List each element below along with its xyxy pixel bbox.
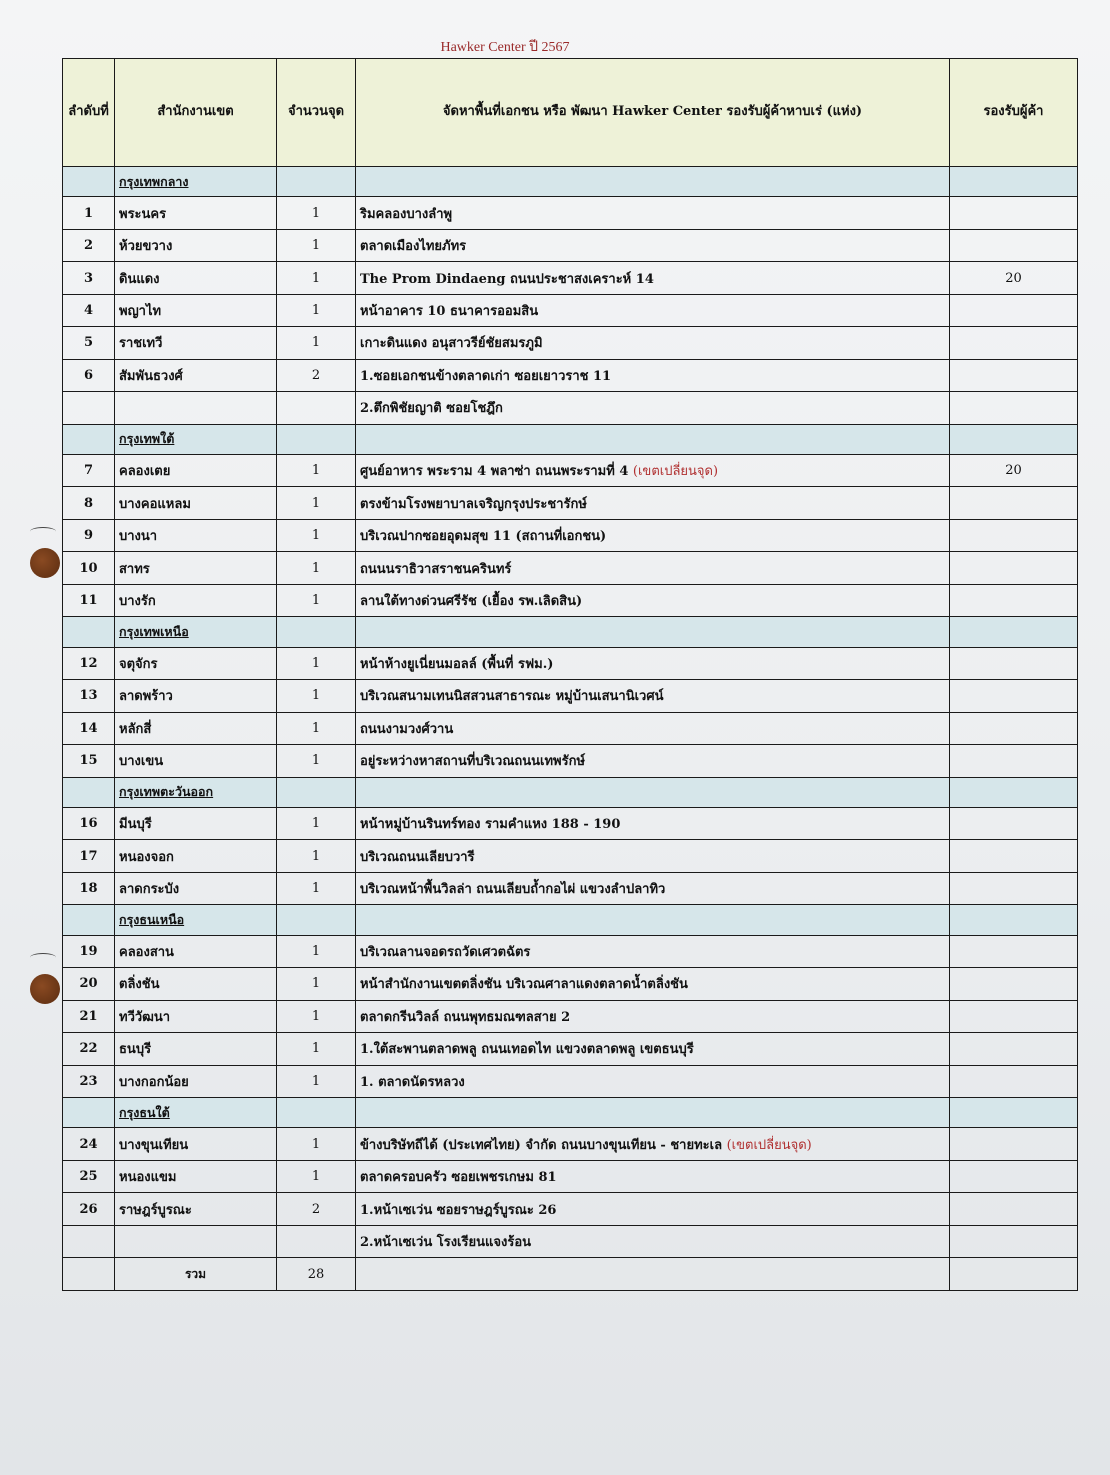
site-text: ตลาดเมืองไทยภัทร — [360, 239, 467, 255]
district-office: ตลิ่งชัน — [115, 968, 277, 1000]
site-description — [356, 935, 950, 967]
site-text: เกาะดินแดง อนุสาวรีย์ชัยสมรภูมิ — [360, 336, 543, 352]
section-cell — [950, 617, 1078, 647]
vendor-capacity — [950, 712, 1078, 744]
table-row — [63, 745, 1078, 777]
site-description — [356, 807, 950, 839]
vendor-capacity — [950, 745, 1078, 777]
section-cell — [950, 424, 1078, 454]
vendor-capacity: 20 — [950, 262, 1078, 294]
section-cell — [63, 777, 115, 807]
vendor-capacity — [950, 935, 1078, 967]
district-office: หนองแขม — [115, 1160, 277, 1192]
hawker-table — [62, 58, 1078, 1291]
section-cell — [63, 617, 115, 647]
total-row — [63, 1258, 1078, 1291]
section-cell — [950, 1097, 1078, 1127]
section-cell — [277, 905, 356, 935]
section-cell — [277, 424, 356, 454]
total-empty — [950, 1258, 1078, 1291]
district-office: บางเขน — [115, 745, 277, 777]
point-count: 1 — [277, 935, 356, 967]
site-text: ลานใต้ทางด่วนศรีรัช (เยื้อง รพ.เลิดสิน) — [360, 594, 583, 610]
site-description — [356, 327, 950, 359]
district-office: ดินแดง — [115, 262, 277, 294]
section-name: กรุงเทพตะวันออก — [115, 777, 277, 807]
site-description — [356, 968, 950, 1000]
table-row — [63, 647, 1078, 679]
point-count: 1 — [277, 455, 356, 487]
section-name: กรุงธนเหนือ — [115, 905, 277, 935]
section-row — [63, 167, 1078, 197]
site-description — [356, 840, 950, 872]
section-row — [63, 905, 1078, 935]
site-description — [356, 519, 950, 551]
page-title: Hawker Center ปี 2567 — [440, 40, 570, 55]
row-number: 8 — [63, 487, 115, 519]
section-cell — [63, 905, 115, 935]
site-description — [356, 1225, 950, 1257]
punch-hole — [30, 974, 60, 1004]
section-cell — [63, 167, 115, 197]
district-office: จตุจักร — [115, 647, 277, 679]
vendor-capacity — [950, 519, 1078, 551]
row-number: 26 — [63, 1193, 115, 1225]
section-cell — [63, 1097, 115, 1127]
site-description — [356, 1128, 950, 1160]
row-number: 23 — [63, 1065, 115, 1097]
point-count: 1 — [277, 872, 356, 904]
site-description — [356, 262, 950, 294]
vendor-capacity — [950, 1128, 1078, 1160]
point-count: 1 — [277, 519, 356, 551]
section-cell — [356, 1097, 950, 1127]
vendor-capacity — [950, 840, 1078, 872]
site-text: ริมคลองบางลำพู — [360, 206, 453, 222]
district-office: บางคอแหลม — [115, 487, 277, 519]
table-row — [63, 807, 1078, 839]
site-text: บริเวณถนนเลียบวารี — [360, 849, 475, 865]
point-count: 1 — [277, 552, 356, 584]
section-cell — [356, 167, 950, 197]
vendor-capacity — [950, 872, 1078, 904]
point-count: 1 — [277, 680, 356, 712]
table-row — [63, 197, 1078, 229]
site-text: บริเวณสนามเทนนิสสวนสาธารณะ หมู่บ้านเสนานิเวศน์ — [360, 689, 664, 705]
punch-hole — [30, 548, 60, 578]
site-text: 2.หน้าเซเว่น โรงเรียนแจงร้อน — [360, 1234, 532, 1250]
row-number: 20 — [63, 968, 115, 1000]
district-office: บางนา — [115, 519, 277, 551]
point-count: 1 — [277, 327, 356, 359]
point-count: 1 — [277, 584, 356, 616]
table-row — [63, 262, 1078, 294]
site-description — [356, 487, 950, 519]
table-row — [63, 1193, 1078, 1225]
site-description — [356, 745, 950, 777]
site-description — [356, 712, 950, 744]
vendor-capacity — [950, 680, 1078, 712]
district-office: ราชเทวี — [115, 327, 277, 359]
vendor-capacity — [950, 647, 1078, 679]
total-count: 28 — [277, 1258, 356, 1291]
table-row — [63, 935, 1078, 967]
table-row — [63, 1000, 1078, 1032]
vendor-capacity — [950, 392, 1078, 424]
row-number: 12 — [63, 647, 115, 679]
section-cell — [277, 167, 356, 197]
site-text: หน้าหมู่บ้านรินทร์ทอง รามคำแหง 188 - 190 — [360, 817, 621, 833]
site-text: หน้าสำนักงานเขตตลิ่งชัน บริเวณศาลาแดงตลาดน้ำตลิ่งชัน — [360, 977, 688, 993]
row-number: 7 — [63, 455, 115, 487]
district-office: ลาดพร้าว — [115, 680, 277, 712]
table-row — [63, 1160, 1078, 1192]
district-office: หลักสี่ — [115, 712, 277, 744]
section-cell — [356, 777, 950, 807]
table-row — [63, 455, 1078, 487]
vendor-capacity — [950, 1225, 1078, 1257]
site-text: ตลาดครอบครัว ซอยเพชรเกษม 81 — [360, 1170, 557, 1186]
row-number: 24 — [63, 1128, 115, 1160]
section-cell — [277, 617, 356, 647]
vendor-capacity — [950, 1000, 1078, 1032]
site-text: อยู่ระหว่างหาสถานที่บริเวณถนนเทพรักษ์ — [360, 754, 586, 770]
vendor-capacity — [950, 1033, 1078, 1065]
site-description — [356, 680, 950, 712]
table-row — [63, 1128, 1078, 1160]
table-row — [63, 680, 1078, 712]
row-number: 16 — [63, 807, 115, 839]
vendor-capacity — [950, 1160, 1078, 1192]
vendor-capacity — [950, 552, 1078, 584]
row-number: 15 — [63, 745, 115, 777]
site-description — [356, 294, 950, 326]
vendor-capacity — [950, 197, 1078, 229]
row-number: 13 — [63, 680, 115, 712]
row-number: 22 — [63, 1033, 115, 1065]
site-text: The Prom Dindaeng ถนนประชาสงเคราะห์ 14 — [360, 271, 654, 287]
section-cell — [950, 167, 1078, 197]
district-office: บางรัก — [115, 584, 277, 616]
site-text: หน้าห้างยูเนี่ยนมอลล์ (พื้นที่ รฟม.) — [360, 656, 554, 672]
row-number: 10 — [63, 552, 115, 584]
district-office: หนองจอก — [115, 840, 277, 872]
vendor-capacity — [950, 294, 1078, 326]
section-row — [63, 1097, 1078, 1127]
site-description — [356, 647, 950, 679]
point-count: 1 — [277, 807, 356, 839]
site-text: บริเวณลานจอดรถวัดเศวตฉัตร — [360, 944, 531, 960]
vendor-capacity — [950, 968, 1078, 1000]
row-number: 14 — [63, 712, 115, 744]
site-text: ศูนย์อาหาร พระราม 4 พลาซ่า ถนนพระรามที่ 4 — [360, 464, 629, 480]
point-count — [277, 392, 356, 424]
total-empty — [356, 1258, 950, 1291]
vendor-capacity — [950, 229, 1078, 261]
row-number: 5 — [63, 327, 115, 359]
point-count: 1 — [277, 1128, 356, 1160]
district-office: คลองสาน — [115, 935, 277, 967]
table-row — [63, 229, 1078, 261]
row-number: 17 — [63, 840, 115, 872]
district-office: มีนบุรี — [115, 807, 277, 839]
site-description — [356, 455, 950, 487]
table-row — [63, 392, 1078, 424]
table-row — [63, 552, 1078, 584]
site-text: 1. ตลาดนัดรหลวง — [360, 1074, 465, 1090]
table-row — [63, 294, 1078, 326]
district-office: ลาดกระบัง — [115, 872, 277, 904]
row-number: 25 — [63, 1160, 115, 1192]
table-row — [63, 359, 1078, 391]
row-number: 18 — [63, 872, 115, 904]
row-number: 9 — [63, 519, 115, 551]
section-name: กรุงเทพใต้ — [115, 424, 277, 454]
change-note: (เขตเปลี่ยนจุด) — [726, 1137, 812, 1153]
district-office — [115, 392, 277, 424]
point-count: 1 — [277, 647, 356, 679]
district-office: ธนบุรี — [115, 1033, 277, 1065]
district-office: ราษฎร์บูรณะ — [115, 1193, 277, 1225]
section-row — [63, 617, 1078, 647]
table-row — [63, 584, 1078, 616]
district-office: พญาไท — [115, 294, 277, 326]
section-cell — [950, 905, 1078, 935]
section-name: กรุงเทพเหนือ — [115, 617, 277, 647]
header-office: สำนักงานเขต — [115, 59, 277, 167]
vendor-capacity — [950, 1065, 1078, 1097]
point-count: 1 — [277, 1000, 356, 1032]
table-row — [63, 840, 1078, 872]
punch-mark — [30, 953, 56, 962]
point-count: 1 — [277, 745, 356, 777]
point-count: 1 — [277, 487, 356, 519]
site-description — [356, 392, 950, 424]
header-capacity: รองรับผู้ค้า — [950, 59, 1078, 167]
site-text: บริเวณปากซอยอุดมสุข 11 (สถานที่เอกชน) — [360, 529, 607, 545]
section-name: กรุงธนใต้ — [115, 1097, 277, 1127]
point-count: 1 — [277, 1065, 356, 1097]
row-number: 2 — [63, 229, 115, 261]
district-office: คลองเตย — [115, 455, 277, 487]
point-count: 1 — [277, 1160, 356, 1192]
row-number: 19 — [63, 935, 115, 967]
section-cell — [63, 424, 115, 454]
point-count: 2 — [277, 1193, 356, 1225]
point-count: 1 — [277, 197, 356, 229]
point-count: 1 — [277, 229, 356, 261]
site-text: 1.หน้าเซเว่น ซอยราษฎร์บูรณะ 26 — [360, 1202, 557, 1218]
point-count: 1 — [277, 840, 356, 872]
district-office: ห้วยขวาง — [115, 229, 277, 261]
section-cell — [356, 617, 950, 647]
punch-mark — [30, 527, 56, 536]
vendor-capacity — [950, 487, 1078, 519]
point-count: 2 — [277, 359, 356, 391]
row-number — [63, 392, 115, 424]
point-count: 1 — [277, 262, 356, 294]
vendor-capacity — [950, 327, 1078, 359]
site-text: ถนนงามวงศ์วาน — [360, 721, 454, 737]
site-description — [356, 584, 950, 616]
section-cell — [356, 424, 950, 454]
table-row — [63, 872, 1078, 904]
table-row — [63, 327, 1078, 359]
site-text: ตรงข้ามโรงพยาบาลเจริญกรุงประชารักษ์ — [360, 496, 587, 512]
site-description — [356, 1160, 950, 1192]
table-body — [63, 167, 1078, 1291]
table-row — [63, 1065, 1078, 1097]
section-cell — [277, 777, 356, 807]
vendor-capacity: 20 — [950, 455, 1078, 487]
vendor-capacity — [950, 359, 1078, 391]
point-count: 1 — [277, 712, 356, 744]
table-row — [63, 712, 1078, 744]
total-label: รวม — [115, 1258, 277, 1291]
site-text: ข้างบริษัทถีได้ (ประเทศไทย) จำกัด ถนนบางขุนเทียน - ชายทะเล — [360, 1137, 723, 1153]
site-description — [356, 197, 950, 229]
table-row — [63, 1033, 1078, 1065]
section-cell — [356, 905, 950, 935]
site-text: 1.ใต้สะพานตลาดพลู ถนนเทอดไท แขวงตลาดพลู เขตธนบุรี — [360, 1042, 694, 1058]
header-site: จัดหาพื้นที่เอกชน หรือ พัฒนา Hawker Center รองรับผู้ค้าหาบเร่ (แห่ง) — [356, 59, 950, 167]
district-office: บางขุนเทียน — [115, 1128, 277, 1160]
point-count: 1 — [277, 1033, 356, 1065]
point-count — [277, 1225, 356, 1257]
table-row — [63, 968, 1078, 1000]
district-office: ทวีวัฒนา — [115, 1000, 277, 1032]
site-description — [356, 1065, 950, 1097]
site-description — [356, 229, 950, 261]
header-count: จำนวนจุด — [277, 59, 356, 167]
row-number — [63, 1225, 115, 1257]
district-office: บางกอกน้อย — [115, 1065, 277, 1097]
site-description — [356, 1033, 950, 1065]
row-number: 3 — [63, 262, 115, 294]
site-text: หน้าอาคาร 10 ธนาคารออมสิน — [360, 304, 539, 319]
row-number: 1 — [63, 197, 115, 229]
site-text: ตลาดกรีนวิลล์ ถนนพุทธมณฑลสาย 2 — [360, 1009, 571, 1025]
row-number: 21 — [63, 1000, 115, 1032]
site-description — [356, 359, 950, 391]
table-row — [63, 1225, 1078, 1257]
site-description — [356, 552, 950, 584]
total-empty — [63, 1258, 115, 1291]
vendor-capacity — [950, 1193, 1078, 1225]
site-description — [356, 1193, 950, 1225]
section-cell — [277, 1097, 356, 1127]
section-cell — [950, 777, 1078, 807]
district-office — [115, 1225, 277, 1257]
table-row — [63, 487, 1078, 519]
point-count: 1 — [277, 968, 356, 1000]
district-office: สาทร — [115, 552, 277, 584]
change-note: (เขตเปลี่ยนจุด) — [632, 464, 719, 480]
section-row — [63, 424, 1078, 454]
row-number: 6 — [63, 359, 115, 391]
vendor-capacity — [950, 807, 1078, 839]
district-office: สัมพันธวงศ์ — [115, 359, 277, 391]
header-no: ลำดับที่ — [63, 59, 115, 167]
table-row — [63, 519, 1078, 551]
site-description — [356, 872, 950, 904]
vendor-capacity — [950, 584, 1078, 616]
row-number: 4 — [63, 294, 115, 326]
site-text: บริเวณหน้าพื้นวิลล่า ถนนเลียบถ้ำกอไผ่ แขวงลำปลาทิว — [360, 882, 666, 898]
site-text: ถนนนราธิวาสราชนครินทร์ — [360, 561, 512, 577]
row-number: 11 — [63, 584, 115, 616]
site-text: 2.ตึกพิชัยญาติ ซอยโชฎึก — [360, 401, 503, 417]
district-office: พระนคร — [115, 197, 277, 229]
site-description — [356, 1000, 950, 1032]
section-name: กรุงเทพกลาง — [115, 167, 277, 197]
site-text: 1.ซอยเอกชนข้างตลาดเก่า ซอยเยาวราช 11 — [360, 368, 612, 384]
section-row — [63, 777, 1078, 807]
point-count: 1 — [277, 294, 356, 326]
